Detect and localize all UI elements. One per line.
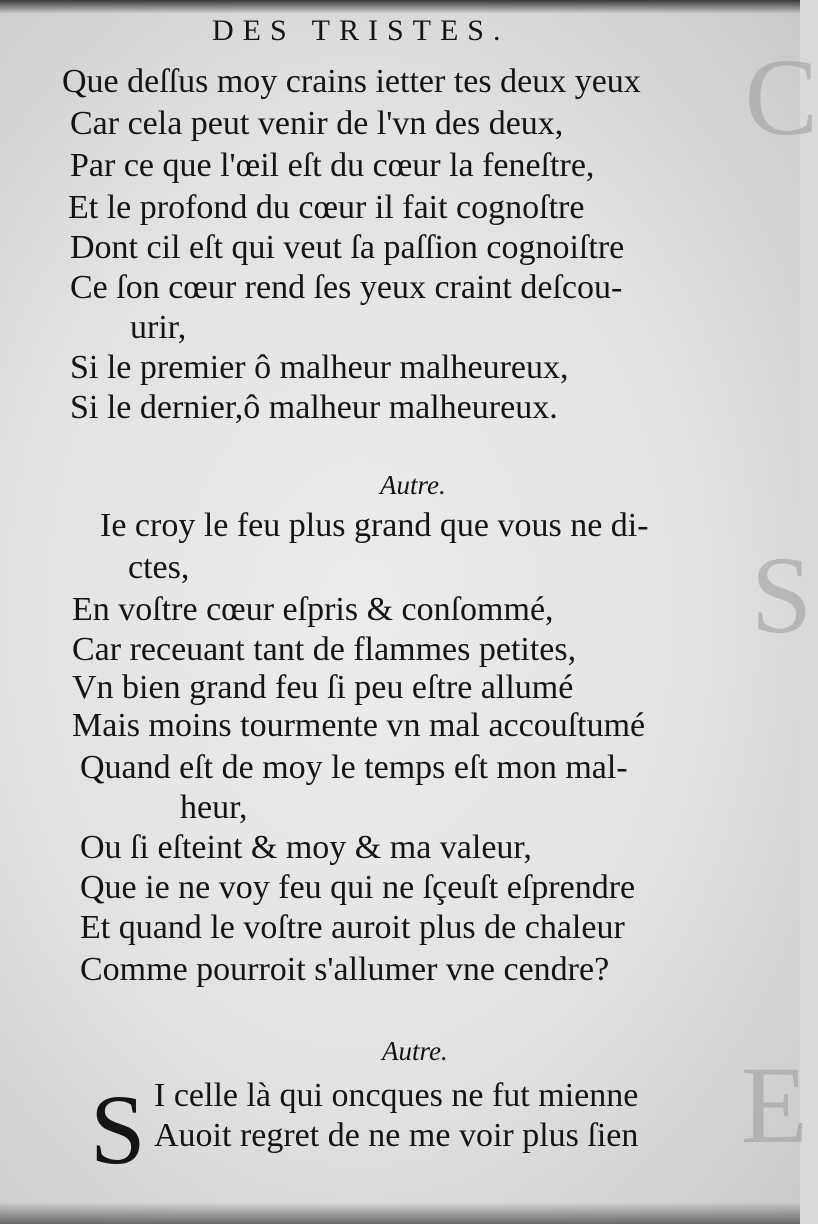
verse-line: Car cela peut venir de l'vn des deux, xyxy=(70,105,564,142)
verse-line: heur, xyxy=(180,789,248,826)
verse-line: Mais moins tourmente vn mal accouſtumé xyxy=(72,707,646,744)
verse-line: Auoit regret de ne me voir plus ſien xyxy=(154,1117,639,1154)
verse-line: Que ie ne voy feu qui ne ſçeuſt eſprendre xyxy=(80,869,636,906)
page-top-shadow xyxy=(0,0,800,14)
verse-line: Dont cil eſt qui veut ſa paſſion cognoiſtre xyxy=(70,229,625,266)
verse-line: Ce ſon cœur rend ſes yeux craint deſcou- xyxy=(70,269,623,306)
verse-line: Quand eſt de moy le temps eſt mon mal- xyxy=(80,749,628,786)
show-through-letter: C xyxy=(744,36,818,158)
verse-line: urir, xyxy=(130,309,187,346)
verse-line: Vn bien grand feu ſi peu eſtre allumé xyxy=(72,669,574,706)
verse-line: Si le dernier,ô malheur malheureux. xyxy=(70,389,558,426)
verse-line: ctes, xyxy=(128,549,190,586)
verse-line: Ou ſi eſteint & moy & ma valeur, xyxy=(80,829,532,866)
verse-line: Par ce que l'œil eſt du cœur la feneſtre, xyxy=(70,147,595,184)
page-bottom-shadow xyxy=(0,1202,800,1224)
show-through-letter: S xyxy=(750,534,812,656)
running-header: DES TRISTES. xyxy=(212,14,510,47)
verse-line: Ie croy le feu plus grand que vous ne di- xyxy=(100,507,649,544)
verse-line: Et le profond du cœur il fait cognoſtre xyxy=(68,189,585,226)
verse-line: I celle là qui oncques ne fut mienne xyxy=(154,1077,639,1114)
section-heading: Autre. xyxy=(380,470,446,500)
show-through-letter: E xyxy=(740,1044,808,1166)
section-heading: Autre. xyxy=(382,1036,448,1066)
verse-line: Comme pourroit s'allumer vne cendre? xyxy=(80,951,610,988)
verse-line: Car receuant tant de flammes petites, xyxy=(72,631,577,668)
verse-line: Si le premier ô malheur malheureux, xyxy=(70,349,569,386)
verse-line: Et quand le voſtre auroit plus de chaleur xyxy=(80,909,625,946)
verse-line: En voſtre cœur eſpris & conſommé, xyxy=(72,591,554,628)
drop-cap: S xyxy=(90,1074,146,1185)
verse-line: Que deſſus moy crains ietter tes deux yeux xyxy=(62,63,641,100)
